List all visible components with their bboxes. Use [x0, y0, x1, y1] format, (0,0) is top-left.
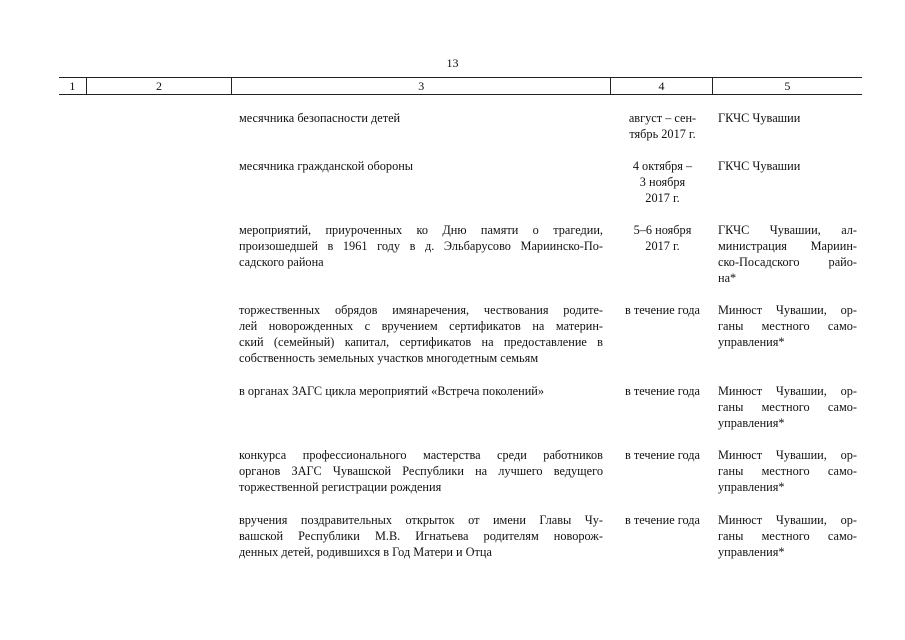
event-description — [239, 383, 603, 399]
org-line: ганы местного само- — [718, 400, 857, 414]
responsible-org — [718, 222, 857, 286]
org-line: на* — [718, 271, 737, 285]
description-line: конкурса профессионального мастерства среди работников — [239, 448, 603, 462]
description-line: денных детей, родившихся в Год Матери и Отца — [239, 545, 492, 559]
org-line: ганы местного само- — [718, 464, 857, 478]
description-line: вашской Республики М.В. Игнатьева родителям новорож- — [239, 529, 603, 543]
responsible-org — [718, 158, 857, 174]
date-line: в течение года — [625, 303, 700, 317]
event-date — [612, 302, 713, 318]
description-line: ский (семейный) капитал, сертификатов на предоставление в — [239, 335, 603, 349]
description-line: торжественной регистрации рождения — [239, 480, 442, 494]
event-date — [612, 222, 713, 254]
event-date — [612, 110, 713, 142]
date-line: в течение года — [625, 384, 700, 398]
description-line: собственность земельных участков многодетным семьям — [239, 351, 539, 365]
column-header-3: 3 — [232, 78, 611, 94]
event-date — [612, 447, 713, 463]
date-line: 3 ноября — [639, 175, 686, 189]
org-line: Минюст Чувашии, ор- — [718, 513, 857, 527]
responsible-org — [718, 383, 857, 431]
date-line: 4 октября – — [632, 159, 693, 173]
org-line: ганы местного само- — [718, 529, 857, 543]
org-line: ГКЧС Чувашии — [718, 111, 801, 125]
event-description — [239, 158, 603, 174]
event-date — [612, 383, 713, 399]
org-line: управления* — [718, 416, 785, 430]
column-header-2: 2 — [87, 78, 232, 94]
responsible-org — [718, 512, 857, 560]
event-date — [612, 512, 713, 528]
description-line: органов ЗАГС Чувашской Республики на лучшего ведущего — [239, 464, 603, 478]
description-line: вручения поздравительных открыток от имени Главы Чу- — [239, 513, 603, 527]
org-line: ГКЧС Чувашии — [718, 159, 801, 173]
org-line: управления* — [718, 335, 785, 349]
description-line: месячника безопасности детей — [239, 111, 401, 125]
org-line: ГКЧС Чувашии, ал- — [718, 223, 857, 237]
table-header — [59, 77, 862, 95]
org-line: управления* — [718, 545, 785, 559]
event-description — [239, 512, 603, 560]
event-description — [239, 222, 603, 270]
page-number: 13 — [446, 56, 459, 70]
date-line: в течение года — [625, 448, 700, 462]
org-line: Минюст Чувашии, ор- — [718, 384, 857, 398]
org-line: ско-Посадского райо- — [718, 255, 857, 269]
date-line: 2017 г. — [645, 191, 680, 205]
responsible-org — [718, 302, 857, 350]
event-description — [239, 110, 603, 126]
description-line: торжественных обрядов имянаречения, чествования родите- — [239, 303, 603, 317]
description-line: лей новорожденных с вручением сертификатов на материн- — [239, 319, 603, 333]
date-line: август – сен- — [628, 111, 697, 125]
date-line: в течение года — [625, 513, 700, 527]
description-line: произошедшей в 1961 году в д. Эльбарусово Мариинско-По- — [239, 239, 603, 253]
date-line: тябрь 2017 г. — [629, 127, 696, 141]
column-header-5: 5 — [784, 79, 791, 93]
org-line: министрация Мариин- — [718, 239, 857, 253]
description-line: месячника гражданской обороны — [239, 159, 414, 173]
description-line: мероприятий, приуроченных ко Дню памяти о трагедии, — [239, 223, 603, 237]
event-description — [239, 447, 603, 495]
org-line: ганы местного само- — [718, 319, 857, 333]
org-line: управления* — [718, 480, 785, 494]
responsible-org — [718, 447, 857, 495]
org-line: Минюст Чувашии, ор- — [718, 448, 857, 462]
org-line: Минюст Чувашии, ор- — [718, 303, 857, 317]
description-line: в органах ЗАГС цикла мероприятий «Встреча поколений» — [239, 384, 545, 398]
description-line: садского района — [239, 255, 324, 269]
column-header-4: 4 — [611, 78, 713, 94]
date-line: 2017 г. — [645, 239, 680, 253]
event-date — [612, 158, 713, 206]
date-line: 5–6 ноября — [633, 223, 692, 237]
column-header-1: 1 — [59, 78, 87, 94]
event-description — [239, 302, 603, 366]
responsible-org — [718, 110, 857, 126]
